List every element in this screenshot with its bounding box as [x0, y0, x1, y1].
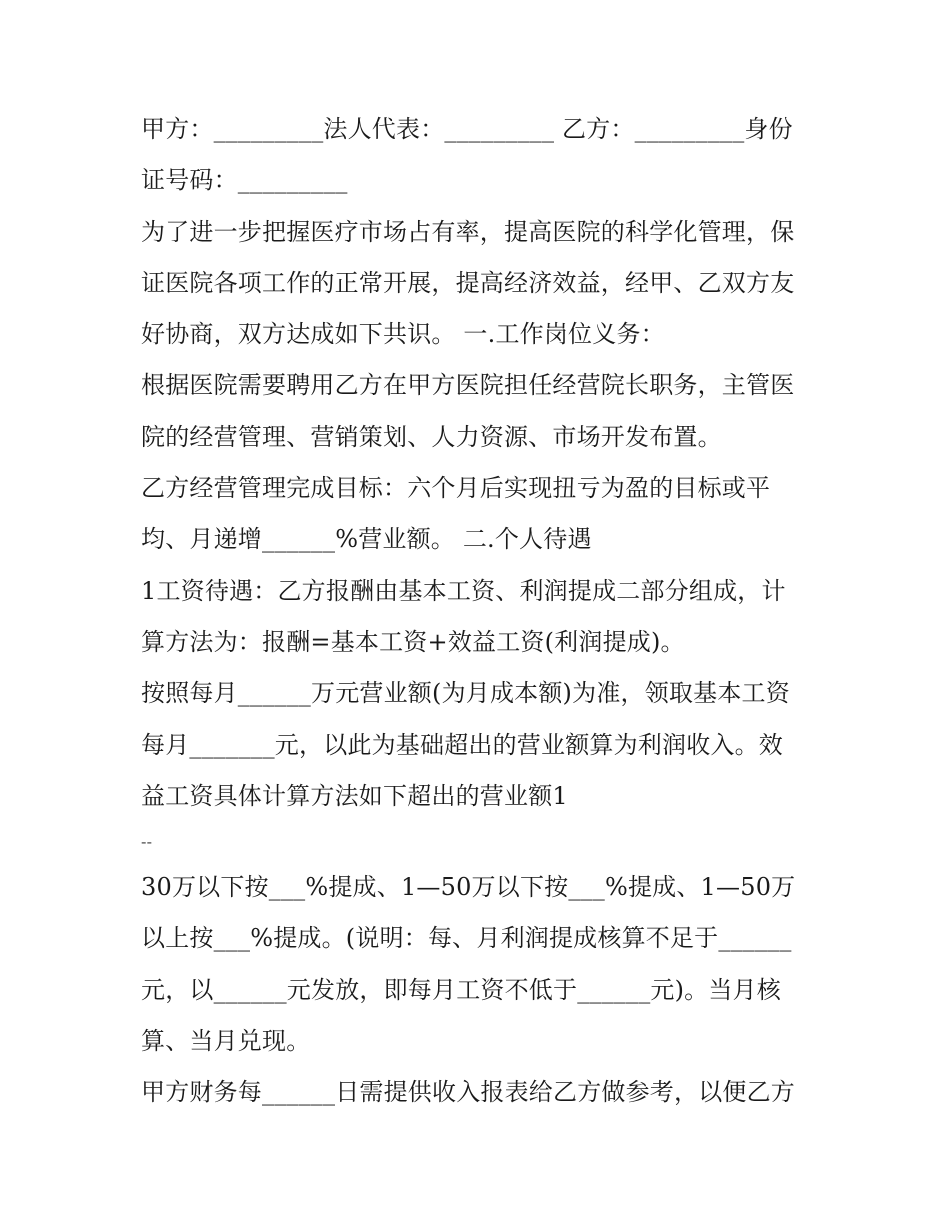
- page-break-marker: --: [141, 832, 153, 852]
- document-line: 根据医院需要聘用乙方在甲方医院担任经营院长职务，主管医: [141, 371, 795, 400]
- document-line: 30万以下按___%提成、1—50万以下按___%提成、1—50万: [141, 873, 796, 902]
- document-line: 为了进一步把握医疗市场占有率，提高医院的科学化管理，保: [141, 217, 795, 246]
- document-page: [141, 104, 831, 1119]
- document-line: 院的经营管理、营销策划、人力资源、市场开发布置。: [141, 422, 722, 451]
- document-line: 益工资具体计算方法如下超出的营业额1: [141, 781, 568, 810]
- document-line: 证医院各项工作的正常开展，提高经济效益，经甲、乙双方友: [141, 268, 795, 297]
- document-line: 甲方：_________法人代表：_________ 乙方：_________身份: [141, 115, 793, 143]
- document-line: 以上按___%提成。(说明：每、月利润提成核算不足于______: [141, 924, 792, 953]
- document-line: 乙方经营管理完成目标：六个月后实现扭亏为盈的目标或平: [141, 474, 771, 503]
- document-line: 证号码：_________: [141, 166, 348, 195]
- document-line: 甲方财务每______日需提供收入报表给乙方做参考，以便乙方: [141, 1078, 795, 1107]
- document-line: 按照每月______万元营业额(为月成本额)为准，领取基本工资: [141, 679, 790, 708]
- document-line: 好协商，双方达成如下共识。 一.工作岗位义务：: [141, 320, 665, 349]
- document-line: 算方法为：报酬=基本工资+效益工资(利润提成)。: [141, 627, 685, 656]
- document-line: 算、当月兑现。: [141, 1027, 311, 1056]
- document-line: 均、月递增______%营业额。 二.个人待遇: [141, 525, 592, 554]
- document-line: 元，以______元发放，即每月工资不低于______元)。当月核: [141, 975, 781, 1004]
- document-line: 每月_______元，以此为基础超出的营业额算为利润收入。效: [141, 730, 783, 759]
- document-line: 1工资待遇：乙方报酬由基本工资、利润提成二部分组成，计: [141, 576, 786, 605]
